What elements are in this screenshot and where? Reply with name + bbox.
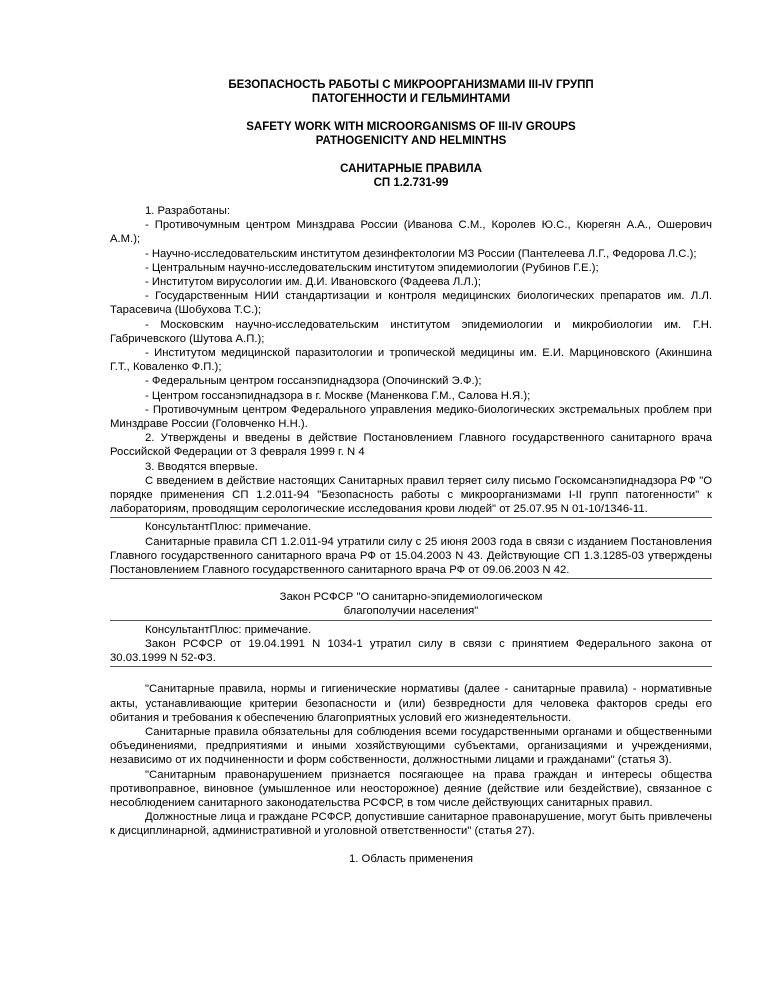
developer-item: - Противочумным центром Минздрава России (Иванова С.М., Королев Ю.С., Кюрегян А.А., Ошерович А.М.);	[110, 219, 712, 246]
cancels-paragraph: С введением в действие настоящих Санитарных правил теряет силу письмо Госкомсанэпиднадзора РФ "О порядке применения СП 1.2.011-94 "Безопасность работы с микроорганизмами I-II групп патогенности" к лабораториям, проводящим серологические исследования крови людей" от 25.07.95 N 01-10/1346-11.	[110, 474, 712, 516]
quote-paragraph: "Санитарные правила, нормы и гигиенические нормативы (далее - санитарные правила) - нормативные акты, устанавливающие критерии безопасности и (или) безвредности для человека факторов среды его обитания и требования к обеспечению благоприятных условий его жизнедеятельности.	[110, 683, 712, 724]
introduced-paragraph: 3. Вводятся впервые.	[145, 460, 258, 473]
section-heading: 1. Область применения	[349, 852, 473, 865]
developer-item: - Государственным НИИ стандартизации и контроля медицинских биологических препаратов им. Л.Л. Тарасевича (Шобухова Т.С.);	[110, 290, 712, 317]
title-ru-line-1: БЕЗОПАСНОСТЬ РАБОТЫ С МИКРООРГАНИЗМАМИ III-IV ГРУПП	[228, 79, 594, 91]
note-text: Санитарные правила СП 1.2.011-94 утратили силу с 25 июня 2003 года в связи с изданием Постановления Главного государственного санитарного врача РФ от 15.04.2003 N 43. Действующие СП 1.3.1285-03 утверждены Постановлением Главного государственного санитарного врача РФ от 09.06.2003 N 42.	[110, 535, 712, 577]
rules-title-line-1: САНИТАРНЫЕ ПРАВИЛА	[340, 163, 482, 175]
developer-item: - Противочумным центром Федерального управления медико-биологических экстремальных проблем при Минздраве России (Головченко Н.Н.).	[110, 403, 712, 431]
approved-paragraph: 2. Утверждены и введены в действие Постановлением Главного государственного санитарного врача Российской Федерации от 3 февраля 1999 г. N 4	[110, 432, 712, 459]
developer-item: - Институтом вирусологии им. Д.И. Ивановского (Фадеева Л.Л.);	[145, 276, 481, 289]
law-reference-line-2: благополучии населения"	[343, 605, 479, 618]
title-russian	[110, 78, 712, 106]
quote-paragraph: Санитарные правила обязательны для соблюдения всеми государственными органами и общественными объединениями, предприятиями и иными хозяйствующими субъектами, организациями и учреждениями, независимо от их подчиненности и форм собственности, должностными лицами и гражданами" (статья 3).	[110, 725, 712, 767]
quote-paragraph: "Санитарным правонарушением признается посягающее на права граждан и интересы общества противоправное, виновное (умышленное или неосторожное) деяние (действие или бездействие), связанное с несоблюдением санитарного законодательства РСФСР, в том числе действующих санитарных правил.	[110, 768, 712, 809]
developer-item: - Институтом медицинской паразитологии и тропической медицины им. Е.И. Марциновского (Акиншина Г.Т., Коваленко Ф.П.);	[110, 347, 712, 374]
title-ru-line-2: ПАТОГЕННОСТИ И ГЕЛЬМИНТАМИ	[311, 93, 511, 105]
rules-title	[110, 162, 712, 190]
developer-item: - Научно-исследовательским институтом дезинфектологии МЗ России (Пантелеева Л.Г., Федорова Л.С.);	[145, 247, 697, 260]
note-label: КонсультантПлюс: примечание.	[145, 521, 312, 534]
quote-paragraph: Должностные лица и граждане РСФСР, допустившие санитарное правонарушение, могут быть привлечены к дисциплинарной, административной и уголовной ответственности" (статья 27).	[110, 811, 712, 838]
title-en-line-2: PATHOGENICITY AND HELMINTHS	[315, 135, 507, 147]
law-reference-line-1: Закон РСФСР "О санитарно-эпидемиологическом	[279, 591, 543, 604]
title-english	[110, 120, 712, 148]
divider	[110, 666, 712, 667]
developer-item: - Московским научно-исследовательским институтом эпидемиологии и микробиологии им. Г.Н. Габричевского (Шутова А.П.);	[110, 318, 712, 345]
divider	[110, 517, 712, 518]
rules-code: СП 1.2.731-99	[373, 177, 449, 189]
developer-item: - Федеральным центром госсанэпиднадзора (Опочинский Э.Ф.);	[145, 375, 482, 388]
title-en-line-1: SAFETY WORK WITH MICROORGANISMS OF III-IV GROUPS	[246, 121, 576, 133]
divider	[110, 578, 712, 579]
note-label: КонсультантПлюс: примечание.	[145, 623, 312, 636]
developed-section	[110, 204, 712, 431]
developer-item: - Центром госсанэпиднадзора в г. Москве (Маненкова Г.М., Салова Н.Я.);	[145, 389, 531, 402]
developed-heading: 1. Разработаны:	[145, 205, 230, 217]
divider	[110, 620, 712, 621]
developer-item: - Центральным научно-исследовательским институтом эпидемиологии (Рубинов Г.Е.);	[145, 261, 599, 274]
note-text: Закон РСФСР от 19.04.1991 N 1034-1 утратил силу в связи с принятием Федерального закона от 30.03.1999 N 52-ФЗ.	[110, 637, 712, 665]
law-reference	[110, 590, 712, 618]
